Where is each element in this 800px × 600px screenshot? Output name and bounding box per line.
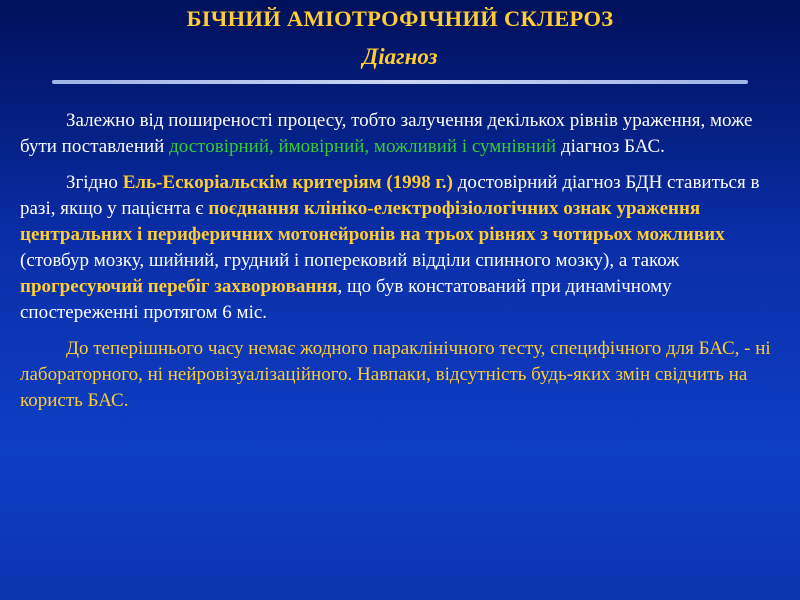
slide-body: [20, 108, 784, 424]
p2-text-7: , що був констатований при динамічному спостереженні протягом 6 міс.: [20, 276, 672, 323]
p2-criteria: Ель-Ескоріальскім критеріям (1998 г.): [122, 172, 453, 193]
title-divider: [52, 80, 748, 84]
slide-title: БІЧНИЙ АМІОТРОФІЧНИЙ СКЛЕРОЗ: [186, 6, 614, 31]
p2-progression: прогресуючий перебіг захворювання: [20, 276, 338, 297]
paragraph-2: [20, 170, 784, 326]
p2-combination: поєднання клініко-електрофізіологічних ознак ураження центральних і периферичних мотонейронів на трьох рівнях з чотирьох можливих: [20, 198, 725, 245]
paragraph-3: До теперішнього часу немає жодного параклінічного тесту, специфічного для БАС, - ні лабораторного, ні нейровізуалізаційного. Навпаки, відсутність будь-яких змін свідчить на користь БАС.: [20, 338, 771, 411]
p1-text-1: Залежно від поширеності процесу, тобто залучення декількох рівнів ураження, може бути поставлений: [20, 110, 753, 157]
p2-text-1: Згідно: [66, 172, 123, 193]
paragraph-1: [20, 108, 784, 160]
p2-text-5: (стовбур мозку, шийний, грудний і поперековий відділи спинного мозку), а також: [20, 250, 680, 271]
p1-text-3: діагноз БАС.: [556, 136, 665, 157]
p2-text-3: достовірний діагноз БДН ставиться в разі, якщо у пацієнта є: [20, 172, 760, 219]
p1-diagnosis-levels: достовірний, ймовірний, можливий і сумнівний: [169, 136, 557, 157]
slide-subtitle: Діагноз: [362, 44, 438, 69]
